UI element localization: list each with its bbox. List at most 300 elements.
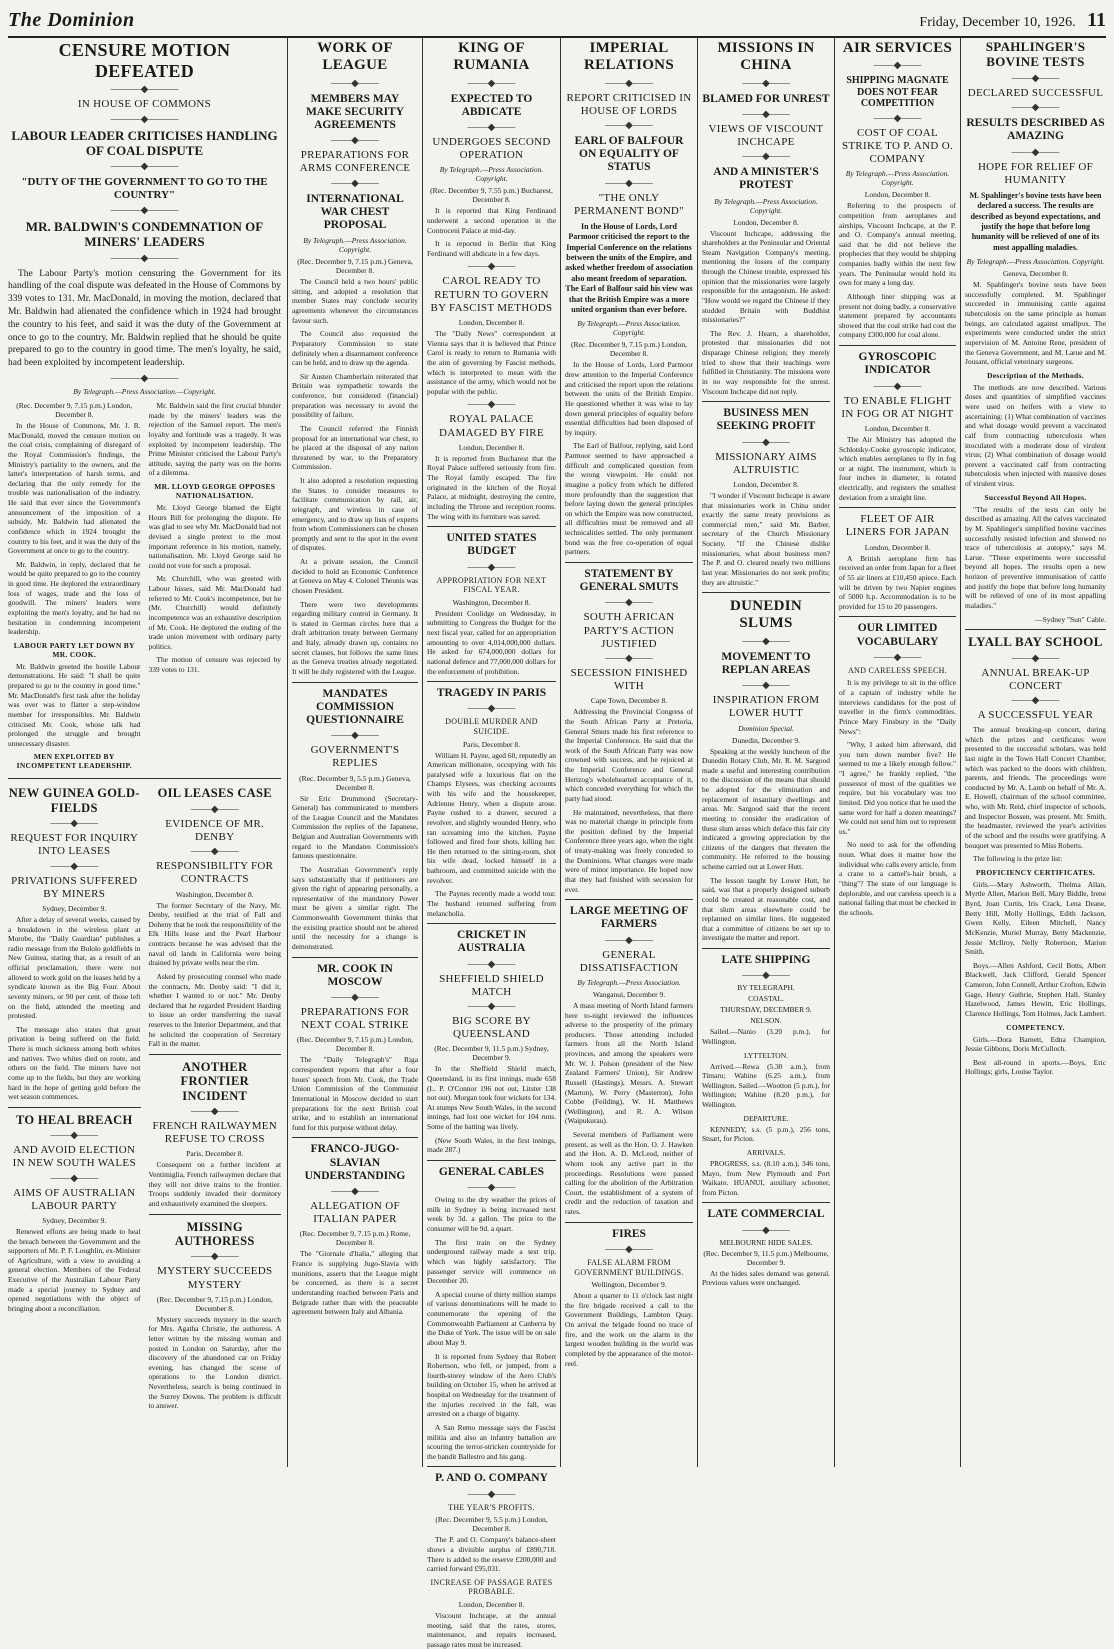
paragraph: The Paynes recently made a world tour. The husband returned suffering from melancholia. <box>427 889 556 918</box>
subhead: ALLEGATION OF ITALIAN PAPER <box>310 1200 400 1226</box>
paragraph: Renewed efforts are being made to heal the breach between the Government and the supporters of Mr. P. F. Loughlin, ex-Minister of Agriculture, with a view to avoiding a general election. Members of the Federal Executive of the Australian Labour Party made a special journey to Sydney and opened negotiations with the object of bringing about a reconciliation. <box>8 1226 141 1313</box>
subhead: EARL OF BALFOUR ON EQUALITY OF STATUS <box>574 134 684 174</box>
dateline: Paris, December 8. <box>462 739 521 749</box>
paragraph: No need to ask for the offending noun. What does it matter how the individual who calls every article, from a crane to a camel's-hair brush, a "thing"? The state of our language is deplorable, and our careless speech is a national failing that must be checked in the schools. <box>839 840 956 917</box>
paragraph: Speaking at the weekly luncheon of the Dunedin Rotary Club, Mr. R. M. Sargood made a useful and interesting contribution to the discussion of the means that should be adopted for the elimination and replacement of insanitary dwellings and areas. Mr. Sargood said that the recent meeting to consider the eradication of these slum areas which deface this fair city indicated a growing appreciation by the citizens of the dangers that threaten the community. He referred to the housing scheme carried out at Lower Hutt. <box>702 746 830 872</box>
subhead: INSPIRATION FROM LOWER HUTT <box>712 694 820 720</box>
subhead-quote: "DUTY OF THE GOVERNMENT TO GO TO THE COUNTRY" <box>21 176 268 202</box>
subhead: INCREASE OF PASSAGE RATES PROBABLE. <box>430 1577 553 1597</box>
headline-cricket: CRICKET IN AUSTRALIA <box>456 929 527 955</box>
paragraph: The Earl of Balfour, replying, said Lord Parmoor seemed to have approached a difficult and complicated question from the wrong viewpoint. He could not imagine a policy from which he differed more profoundly than the suggestion that before laying down the general principles on which the Empire was now constructed, all difficulties must be removed and all technicalities settled. The only permanent bond was the free co-operation of equal partners. <box>565 441 693 557</box>
paragraph: Mystery succeeds mystery in the search for Mrs. Agatha Christie, the authoress. A letter written by the missing woman and posted in London on Saturday, after the discovery of the abandoned car on Friday evening, has changed the scene of operations to the London district. Nevertheless, search is being continued in the Surrey Downs. The problem is difficult to answer. <box>148 1314 281 1411</box>
paragraph: After a delay of several weeks, caused by a breakdown in the wireless plant at Morobe, the "Daily Guardian" publishes a radio message from the Bulolo goldfields in New Guinea, stating that, as a result of an official proclamation, there were not allowed to work gold on the leases held by a syndicate known as the Big Four. About seventy miners, or 90 per cent. of those left on the field, attended the meeting and protested. <box>8 914 141 1021</box>
byline: By Telegraph.—Press Association. Copyright. <box>439 165 544 184</box>
paragraph: The first train on the Sydney underground railway made a test trip, which was highly satisfactory. The passenger service will commence on December 20. <box>427 1237 556 1286</box>
divider: ——◆—— <box>190 1251 239 1263</box>
dateline: Washington, December 8. <box>452 597 531 607</box>
paragraph: Referring to the prospects of competition from aeroplanes and airships, Viscount Inchcape, at the P. and O. Company's annual meeting, said that he did not believe the prophecies that they would be shipping companies badly within the next few years. The Peninsular would hold its own for many a long day. <box>839 201 956 288</box>
paragraph: "Why, I asked him afterward, did you turn down number five? He seemed to me a likely enough fellow." "I agree," he frankly replied, "the possessor of most of the qualities we require, but his vocabulary was too limited. Did you notice that he used the same word for half a dozen meanings? We could not send him out to represent us." <box>839 740 956 836</box>
divider: ——◆—— <box>190 1106 239 1118</box>
divider: ——◆—— <box>467 1000 516 1012</box>
paragraph: The Council also requested the Preparatory Commission to state definitely when a disarmament conference can be held, and to draw up the agenda. <box>292 329 418 368</box>
section-divider <box>427 1466 556 1467</box>
subhead: MOVEMENT TO REPLAN AREAS <box>721 650 811 676</box>
section-divider <box>965 629 1106 630</box>
headline-budget: UNITED STATES BUDGET <box>446 532 537 558</box>
paragraph: Girls.—Mary Ashworth, Thelma Allan, Myrtle Allen, Marion Bell, Mary Biddle, Irene Byrd, Joan Curtis, Iris Crack, Lena Deane, Betty Hill, Molly Hollings, Edith Jackson, Gwen Kelly, Eileen Mitchell, Nancy McKenzie, Muriel Murray, Betty Mackenzie, Jessie McIlroy, Nelly Robertson, Marion Smith. <box>965 879 1106 957</box>
subhead: ANNUAL BREAK-UP CONCERT <box>981 666 1090 692</box>
paragraph: Viscount Inchcape, addressing the shareholders at the Peninsular and Oriental Steam Navigation Company's meeting, mentioning the losses of the company through the Chinese trouble, expressed his opinion that the missionaries were largely responsible for the antagonism. He asked: "How would we regard the Chinese if they studded Britain with Buddhist missionaries?" <box>702 228 830 325</box>
dateline: Sydney, December 9. <box>42 903 107 913</box>
headline-oil: OIL LEASES CASE <box>157 786 272 801</box>
divider: ——◆—— <box>467 703 516 715</box>
subhead: SHIPPING MAGNATE DOES NOT FEAR COMPETITION <box>846 75 949 110</box>
paragraph: M. Spahlinger's bovine tests have been successfully completed. M. Spahlinger succeeded in immunising cattle against tuberculosis on the same principle as human beings, are calculated against smallpox. The experiments were conducted under the strict supervision of M. Antoine Rene, president of the Geneva Government, and M. Larue and M. Jousant, official veterinary surgeons. <box>965 280 1106 367</box>
subhead: AND A MINISTER'S PROTEST <box>713 166 819 192</box>
subhead: MISSIONARY AIMS ALTRUISTIC <box>715 450 817 476</box>
dateline: (Rec. December 9, 5.5 p.m.) London, December 8. <box>435 1515 548 1534</box>
divider: ——◆—— <box>467 958 516 970</box>
headline-carol: CAROL READY TO RETURN TO GOVERN BY FASCIST METHODS <box>430 275 553 314</box>
page-number: 11 <box>1087 9 1106 31</box>
dateline: Geneva, December 8. <box>1003 269 1068 279</box>
headline-league: WORK OF LEAGUE <box>317 40 393 74</box>
paragraph: At a private session, the Council decided to hold an Economic Conference at Geneva on May 4. Colonel Theunis was chosen President. <box>292 557 418 595</box>
dateline: THURSDAY, DECEMBER 9. <box>720 1005 812 1015</box>
divider: ——◆—— <box>605 934 653 946</box>
subhead: COASTAL. <box>748 994 784 1004</box>
subhead: REPORT CRITICISED IN HOUSE OF LORDS <box>566 91 692 117</box>
paragraph: Mr. Churchill, who was greeted with Labour hisses, said Mr. MacDonald had referred to Mr. Cook's incompetence, but he (Mr. Churchill) would definitely incompetence was an exhaustive description of Mr. Cook. He deplored the ending of the trade union movement with ordinary party politics. <box>148 574 281 651</box>
subhead: GENERAL DISSATISFACTION <box>579 948 679 974</box>
lead-paragraph: The Labour Party's motion censuring the Government for its handling of the coal dispute was defeated in the House of Commons by 339 votes to 131. Mr. MacDonald, in moving the motion, declared that Mr. Baldwin had alienated the confidence which in 1924 had brought the country to his feet, and said it was the duty of the Government at once to go to the country. Mr. Baldwin replied that he should be quite prepared to go to the country in good time. The men's loyalty, he said, had been exploited by incompetent leadership. <box>8 268 281 369</box>
masthead-title: The Dominion <box>8 9 135 31</box>
column-rumania <box>427 38 556 1649</box>
headline-dunedin: DUNEDIN SLUMS <box>729 598 803 632</box>
divider: ———◆——— <box>110 113 179 125</box>
paragraph: The Australian Government's reply says substantially that if petitioners are given the right of appearing personally, a representative of the mandatory Power must be given a similar right. The Commonwealth Government thinks that the existing practice should not be altered until the necessity for a change is demonstrated. <box>292 864 418 951</box>
byline: BY TELEGRAPH. <box>737 983 795 993</box>
byline: By Telegraph.—Press Association. <box>577 977 681 987</box>
column-rule <box>422 38 423 1467</box>
divider: ——◆—— <box>742 1224 790 1236</box>
headline-fleet: FLEET OF AIR LINERS FOR JAPAN <box>845 513 950 539</box>
divider: ——◆—— <box>467 121 516 133</box>
divider: ——◆—— <box>1011 72 1060 84</box>
subhead: ARRIVALS. <box>746 1147 786 1157</box>
section-divider <box>427 923 556 924</box>
text-column <box>8 399 141 773</box>
subhead: PREPARATIONS FOR ARMS CONFERENCE <box>299 149 411 175</box>
subhead: FRENCH RAILWAYMEN REFUSE TO CROSS <box>152 1120 278 1146</box>
subhead: A SUCCESSFUL YEAR <box>977 708 1094 721</box>
divider: ——◆—— <box>190 803 239 815</box>
paragraph: In the House of Lords, Lord Parmoor drew attention to the Imperial Conference and criticised the report upon the relations between the units of the British Empire. He questioned whether it was wise to lay down general principles of equality before essential difficulties had been disposed of by inquiry. <box>565 360 693 437</box>
subhead: UNDERGOES SECOND OPERATION <box>432 135 551 162</box>
divider: ——◆—— <box>467 77 516 89</box>
subhead: Description of the Methods. <box>987 370 1084 380</box>
divider: ——◆—— <box>873 112 922 124</box>
subhead: VIEWS OF VISCOUNT INCHCAPE <box>708 122 824 148</box>
paragraph: The following is the prize list: <box>973 854 1063 864</box>
subhead: HOPE FOR RELIEF OF HUMANITY <box>977 160 1094 186</box>
subhead: COMPETENCY. <box>1006 1022 1065 1032</box>
summary: M. Spahlinger's bovine tests have been declared a success. The results are described as beyond expectations, and justify the hope that before long humanity will be relieved of one of its most appalling maladies. <box>969 190 1102 252</box>
paragraph: A special course of thirty million stamps of various denominations will be made to commemorate the opening of the Commonwealth Parliament at Canberra by the Duke of York. The issue will be on sale about May 9. <box>427 1289 556 1347</box>
headline-cook: MR. COOK IN MOSCOW <box>317 962 393 988</box>
paragraph: A British aeroplane firm has received an order from Japan for a fleet of 55 air liners at £10,450 apiece. Each will be driven by two Napier engines of 5000 h.p. Accommodation is to be provided for 15 to 20 passengers. <box>839 553 956 611</box>
dateline: London, December 8. <box>864 190 931 200</box>
divider: ——◆—— <box>742 635 790 647</box>
summary: In the House of Lords, Lord Parmoor criticised the report to the Imperial Conference on the relations between the units of the Empire, and asked whether freedom of association also meant freedom of separation. The Earl of Balfour said his view was that the British Empire was a more united organism than ever before. <box>565 221 693 315</box>
dateline: London, December 8. <box>733 479 799 489</box>
divider: ———◆——— <box>110 252 179 264</box>
dateline: (Rec. December 9, 7.15 p.m.) Rome, December 8. <box>299 1229 411 1248</box>
divider: ——◆—— <box>873 651 922 663</box>
dateline: (Rec. December 9, 11.5 p.m.) Sydney, December 9. <box>434 1044 549 1063</box>
subhead: TO ENABLE FLIGHT IN FOG OR AT NIGHT <box>841 394 954 420</box>
divider: ——◆—— <box>331 992 379 1004</box>
dateline: (Rec. December 9, 7.15 p.m.) Geneva, December 8. <box>297 257 413 276</box>
paragraph: Girls.—Dora Barnett, Edna Champion, Jessie Gibbons, Doris McCulloch. <box>965 1034 1106 1054</box>
paragraph: William H. Payne, aged 60, reputedly an American millionaire, occupying with his paralysed wife a luxurious flat on the Champs Elysees, was checking accounts with his wife and the housekeeper, Adrienne Henry, when a dispute arose. Payne rushed to a drawer, secured a revolver, and slightly wounded Henry, who ran screaming into the kitchen. Payne followed and fired four shots, killing her. He then returned to the sitting-room, shot his wife dead, locked himself in a bathroom, and committed suicide with the revolver. <box>427 750 556 885</box>
section-divider <box>149 1054 282 1055</box>
paragraph: It is my privilege to sit in the office of a captain of industry while he interviews candidates for the post of traveller in the firm's commodities. Prince Mary Finsbury in the "Daily News": <box>839 678 956 736</box>
divider: ——◆—— <box>467 561 516 573</box>
section-divider <box>292 682 418 683</box>
headline-palace: ROYAL PALACE DAMAGED BY FIRE <box>439 413 544 439</box>
paragraph: Asked by prosecuting counsel who made the contracts, Mr. Denby said: "I did it, whether I wanted to or not." Mr. Denby declared that he regarded President Harding to issue an order transferring the naval reserves to the Interior Department, and that he solicited the cooperation of Secretary Fall in the matter. <box>148 971 281 1049</box>
divider: ——◆—— <box>467 261 516 273</box>
place: LYTTELTON. <box>743 1050 789 1060</box>
subhead: MR. BALDWIN'S CONDEMNATION OF MINERS' LEADERS <box>25 218 264 249</box>
subhead: EVIDENCE OF MR. DENBY <box>165 817 265 844</box>
divider: ———◆——— <box>110 373 179 385</box>
headline-heal: TO HEAL BREACH <box>16 1112 133 1127</box>
paragraph: The motion of censure was rejected by 339 votes to 131. <box>148 655 281 675</box>
paragraph: The methods are now described. Various doses and quantities of simplified vaccines were used on heifers with a view to ascertaining: (1) What combination of vaccines and what dosage would prevent a vaccinated calf from contracting tuberculosis when inoculated with a moderate dose of virulent virus; (2) What combination of dosage would prevent a vaccinated calf from contracting tuberculosis when injected with massive doses of virulent virus. <box>965 382 1106 489</box>
subhead: PROFICIENCY CERTIFICATES. <box>975 867 1096 877</box>
section-divider <box>839 345 956 346</box>
headline-rumania: KING OF RUMANIA <box>453 40 530 74</box>
divider: ——◆—— <box>331 135 379 147</box>
subhead: INTERNATIONAL WAR CHEST PROPOSAL <box>306 192 404 231</box>
divider: ——◆—— <box>467 399 516 411</box>
masthead-dateline <box>919 9 1106 36</box>
headline-shipping: LATE SHIPPING <box>721 954 811 967</box>
section-divider <box>565 562 693 563</box>
divider: ——◆—— <box>1011 694 1060 706</box>
subhead: MR. LLOYD GEORGE OPPOSES NATIONALISATION. <box>154 482 276 501</box>
divider: ——◆—— <box>467 1182 516 1194</box>
divider: ——◆—— <box>605 1243 653 1255</box>
subhead: BIG SCORE BY QUEENSLAND <box>452 1014 531 1041</box>
section-divider <box>839 507 956 508</box>
section-divider <box>702 401 830 402</box>
dateline: Paris, December 8. <box>186 1149 244 1159</box>
paragraph: The "Daily Telegraph's" Riga correspondent reports that after a four hours' speech from Mr. Cook, the Trade Union Commission of the Communist International in Moscow decided to start preparations for the next British coal strike, and to establish an international fund for this purpose without delay. <box>292 1055 418 1132</box>
subhead: SECESSION FINISHED WITH <box>570 666 688 693</box>
divider: ——◆—— <box>50 1130 99 1142</box>
dateline: London, December 8. <box>458 1599 525 1609</box>
paragraph: It is reported from Sydney that Robert Robertson, who fell, or jumped, from a fourth-storey window of the Aero Club's building on October 15, when he arrived at hospital on Wednesday for the treatment of the injuries received in the fall, was arrested on a charge of bigamy. <box>427 1351 556 1419</box>
divider: ——◆—— <box>467 1488 516 1500</box>
byline: By Telegraph.—Press Association. Copyright. <box>303 236 407 255</box>
paragraph: The Council referred the Finnish proposal for an international war chest, to be placed at the disposal of any nation threatened by war, to the Preparatory Commission. <box>292 423 418 472</box>
dateline: (Rec. December 9, 7.55 p.m.) Bucharest, December 8. <box>430 186 553 205</box>
divider: ——◆—— <box>605 652 653 664</box>
divider: ——◆—— <box>742 108 790 120</box>
paragraph: "The results of the tests can only be described as amazing. All the calves vaccinated by M. Spahlinger's simplified bovine vaccines successfully resisted infection and showed no trace of tuberculosis at autopsy," says M. Larue. "These experiments were successful beyond all hopes. The results open a new horizon of preventive immunisation of cattle and justify the hope that before long humanity will be relieved of one of its most appalling maladies." <box>965 504 1106 610</box>
column-missions <box>702 38 830 1467</box>
divider: ——◆—— <box>50 1172 99 1184</box>
divider: ———◆——— <box>110 204 179 216</box>
column-imperial <box>565 38 693 1467</box>
paragraph: The Air Ministry has adopted the Schlotsky-Cooke gyroscopic indicator, which enables aeroplanes to fly in fog or at night. The instrument, which is four inches in diameter, is rotated electrically, and registers the smallest deviation from a straight line. <box>839 434 956 502</box>
section-divider <box>702 1202 830 1203</box>
paragraph: Owing to the dry weather the prices of milk in Sydney is being increased next week by 3d. a gallon. The price to the consumer will be 9d. a quart. <box>427 1195 556 1234</box>
dateline: Washington, December 8. <box>175 889 254 899</box>
headline-vocab: OUR LIMITED VOCABULARY <box>856 622 939 648</box>
headline-missing: MISSING AUTHORESS <box>174 1219 255 1248</box>
headline-business: BUSINESS MEN SEEKING PROFIT <box>716 407 816 433</box>
divider: ——◆—— <box>50 860 99 872</box>
divider: ———◆——— <box>110 161 179 173</box>
text-column <box>8 784 141 1415</box>
paragraph: The lesson taught by Lower Hutt, he said, was that a properly designed suburb could be created at reasonable cost, and that slum areas elsewhere could be replanned on similar lines. He suggested that a committee of citizens be set up to investigate the matter and report. <box>702 875 830 943</box>
paragraph: Arrived.—Rewa (5.30 a.m.), from Timaru; Wahine (6.25 a.m.), from Wellington. Sailed.—Wootton (5 p.m.), for Wellington; Wahine (8.20 p.m.), for Wellington. <box>702 1061 830 1109</box>
text-column <box>149 399 282 773</box>
subhead: MEN EXPLOITED BY INCOMPETENT LEADERSHIP. <box>16 752 132 771</box>
paragraph: About a quarter to 11 o'clock last night the fire brigade received a call to the Government Buildings, Lambton Quay. On arrival the brigade found no trace of fire, and the work on the alarm in the largest wooden building in the world was completed by the appearance of the motor-reel. <box>565 1291 693 1368</box>
paragraph: President Coolidge on Wednesday, in submitting to Congress the Budget for the next fiscal year, called for an appropriation amounting to over 4,014,000,000 dollars. He asked for 674,000,000 dollars for national defence and 77,000,000 dollars for the enforcement of prohibition. <box>427 608 556 676</box>
paragraph: The former Secretary of the Navy, Mr. Denby, testified at the trial of Fall and Doheny that he took the responsibility of the Elk Hills lease and the Pearl Harbour contracts because he was advised that the naval oil lands in California were being drained by private wells near the rim. <box>148 900 281 968</box>
divider: ——◆—— <box>331 1186 379 1198</box>
divider: ——◆—— <box>742 151 790 163</box>
section-divider <box>702 948 830 949</box>
section-divider <box>427 681 556 682</box>
paragraph: Several members of Parliament were present, as well as the Hon. O. J. Hawken and the Hon. A. D. McLeod, neither of whom took any active part in the proceedings. Resolutions were passed calling for the abolition of the Arbitration Court, the establishment of a system of credit and the reduction of taxation and rates. <box>565 1130 693 1217</box>
subhead: IN HOUSE OF COMMONS <box>77 98 212 111</box>
divider: ——◆—— <box>1011 146 1060 158</box>
paragraph: In the House of Commons, Mr. J. R. MacDonald, moved the censure motion on the coal crisis, complaining of disregard of the Royal Commission's findings, the Ministry's partiality to the owners, and the latter's interpretation of harsh terms, and declaring that the only remedy for the trouble was nationalisation of the industry. He said that ever since the Government's announcement of the imposition of a subsidy, Mr. Baldwin had alienated the confidence which in 1924 brought the country to his feet, and it was the duty of the Government at once to go to the country. <box>8 421 141 556</box>
place: NELSON. <box>750 1016 782 1026</box>
subhead: DEPARTURE. <box>743 1113 789 1123</box>
paragraph: He maintained, nevertheless, that there was no material change in principle from the position defined by the Imperial Conference three years ago, when the right of treaty-making was freely conceded to the Dominions. What changes were made were of minor importance. He hoped now that they had finished with secession for ever. <box>565 807 693 894</box>
paragraph: Mr. Lloyd George blamed the Eight Hours Bill for prolonging the dispute. He was glad to see why Mr. MacDonald had not devised a single pretext to the most important reference in his motion, namely, nationalisation. Mr. Lloyd George said he could not vote for such a proposal. <box>148 503 281 570</box>
headline-commercial: LATE COMMERCIAL <box>707 1208 825 1221</box>
section-divider <box>292 1137 418 1138</box>
paragraph: Although liner shipping was at present not doing badly, a conservative statement prepared by accountants showed that the coal strike had cost the company £300,000 for coal alone. <box>839 291 956 340</box>
subhead: AND CARELESS SPEECH. <box>847 665 948 675</box>
subhead: AND AVOID ELECTION IN NEW SOUTH WALES <box>12 1144 136 1170</box>
text-column <box>149 784 282 1415</box>
paragraph: Mr. Baldwin greeted the hostile Labour demonstrations. He said: "I shall be quite prepared to go to the country in good time." Mr. MacDonald's first task after the holiday was over was to flatter a step-window member for irresponsibles. Mr. Baldwin criticised Mr. Cook, whose talk had prolonged the struggle and brought unnecessary disaster. <box>8 661 141 748</box>
section-divider <box>8 1107 141 1108</box>
paragraph: Best all-round in sports.—Boys, Eric Hollings; girls, Louise Taylor. <box>965 1057 1106 1077</box>
subhead: APPROPRIATION FOR NEXT FISCAL YEAR. <box>436 575 547 595</box>
dateline: Cape Town, December 8. <box>590 696 668 706</box>
subhead: THE YEAR'S PROFITS. <box>448 1502 535 1512</box>
divider: ——◆—— <box>1011 652 1060 664</box>
paragraph: The Rev. J. Hearn, a shareholder, protested that missionaries did not disparage Chinese religion; they merely tried to show that their teachings were fulfilled in Christianity. The missions were in no way responsible for the unrest. Viscount Inchcape did not reply. <box>702 328 830 396</box>
dateline: London, December 8. <box>864 542 931 552</box>
divider: ——◆—— <box>742 436 790 448</box>
byline: By Telegraph.—Press Association. Copyright. <box>966 257 1105 267</box>
divider: ———◆——— <box>110 84 179 96</box>
divider: ——◆—— <box>605 77 653 89</box>
subhead: "THE ONLY PERMANENT BOND" <box>574 191 684 217</box>
section-divider <box>702 592 830 593</box>
dateline: (Rec. December 9, 7.15 p.m.) London, December 8. <box>570 340 687 359</box>
paragraph: Mr. Baldwin, in reply, declared that he would be quite prepared to go to the country in good time. He deplored the extraordinary loss of wages, trade and the loss of goodwill. The miners' leaders were exploiting the men's loyalty, and he had no hesitation in condemning incompetent leadership. <box>8 559 141 637</box>
headline-lyall: LYALL BAY SCHOOL <box>968 633 1103 649</box>
headline-cables: GENERAL CABLES <box>438 1165 545 1178</box>
column-rule <box>287 38 288 1467</box>
headline-franco: FRANCO-JUGO-SLAVIAN UNDERSTANDING <box>304 1143 406 1182</box>
section-divider <box>427 526 556 527</box>
column-rule <box>834 38 835 1467</box>
paragraph: In the Sheffield Shield match, Queensland, in its first innings, made 658 (L. P. O'Connor 196 not out, Litster 138 not out). Morgan took four wickets for 134. At stumps New South Wales, in the second innings, had lost one wicket for 104 runs. Some of the batting was lively. <box>427 1064 556 1132</box>
headline-frontier: ANOTHER FRONTIER INCIDENT <box>180 1059 249 1103</box>
dateline: London, December 8. <box>864 423 931 433</box>
subhead: RESPONSIBILITY FOR CONTRACTS <box>156 860 274 886</box>
subhead: PREPARATIONS FOR NEXT COAL STRIKE <box>300 1006 410 1032</box>
headline-air: AIR SERVICES <box>842 40 953 56</box>
paragraph: Addressing the Provincial Congress of the South African Party at Pretoria, General Smuts made his first reference to the Imperial Conference. He said that the work of the South African Party was now crowned with success, and he rejoiced at the Imperial Conference and General Hertzog's wholehearted acceptance of it, which conceded everything for which the party had stood. <box>565 707 693 803</box>
divider: ——◆—— <box>331 177 379 189</box>
paragraph: The "Daily News" correspondent at Vienna says that it is believed that Prince Carol is ready to return to Rumania with the aim of governing by Fascist methods, which is interpreted to mean with the assistance of the army, which would not be popular with the public. <box>427 329 556 396</box>
paragraph: Sir Eric Drummond (Secretary-General) has communicated to members of the League Council and the Mandates Commission the replies of the Japanese, Belgian and Australian Governments with regard to the Mandates Commission's famous questionnaire. <box>292 793 418 861</box>
section-divider <box>427 1160 556 1161</box>
paragraph: At the hides sales demand was general. Previous values were unchanged. <box>702 1268 830 1288</box>
dateline: (Rec. December 9, 7.15 p.m.) London, December 8. <box>156 1294 273 1313</box>
subhead: DOUBLE MURDER AND SUICIDE. <box>445 717 538 736</box>
dateline: London, December 8. <box>458 442 525 452</box>
subhead: EXPECTED TO ABDICATE <box>450 92 533 118</box>
section-divider <box>292 957 418 958</box>
dateline: Dunedin, December 9. <box>732 735 800 745</box>
divider: ——◆—— <box>742 680 790 692</box>
paragraph: The P. and O. Company's balance-sheet shows a divisible surplus of £890,718. There is added to the reserve £200,000 and carried forward £95,031. <box>427 1535 556 1574</box>
dateline: (Rec. December 9, 5.5 p.m.) Geneva, December 8. <box>299 773 411 792</box>
headline-smuts: STATEMENT BY GENERAL SMUTS <box>579 567 679 594</box>
headline-spahlinger: SPAHLINGER'S BOVINE TESTS <box>985 39 1086 69</box>
column-censure <box>8 38 281 1467</box>
dateline: Sydney, December 9. <box>42 1215 107 1225</box>
column-rule <box>560 38 561 1467</box>
divider: ——◆—— <box>605 177 653 189</box>
dateline: (Rec. December 9, 7.15 p.m.) London, December 8. <box>296 1035 413 1054</box>
divider: ——◆—— <box>873 380 922 392</box>
dateline: (Rec. December 9, 11.5 p.m.) Melbourne, December 9. <box>703 1248 829 1267</box>
divider: ——◆—— <box>1011 102 1060 114</box>
headline-peo: P. AND O. COMPANY <box>435 1472 548 1485</box>
subhead: LABOUR LEADER CRITICISES HANDLING OF COAL DISPUTE <box>11 127 278 158</box>
paragraph: It is reported in Berlin that King Ferdinand will abdicate in a few days. <box>427 239 556 258</box>
byline: By Telegraph.—Press Association. Copyright. <box>577 319 681 338</box>
paragraph: Mr. Baldwin said the first crucial blunder made by the miners' leaders was the rejection of the Samuel report. The men's loyalty and fortitude was a tragedy. It was exploited by incompetent leadership. The Prime Minister criticised the Labour Party's attitude, saying the party was on the horns of a dilemma. <box>148 401 281 478</box>
paragraph: There were two developments regarding military control in Germany. It is stated in German circles here that a draft arbitration treaty between Germany and Italy, already drawn up, contains no secret clauses, but follows the same lines as the Geneva treaties already negotiated. It will be duly registered with the League. <box>292 599 418 676</box>
paragraph: Viscount Inchcape, at the annual meeting, said that the rates, stores, maintenance, and repairs increased, passage rates must be increased. <box>427 1610 556 1649</box>
paragraph: A mass meeting of North Island farmers here to-night reviewed the influences adverse to the prosperity of the primary producers. Those attending included farmers from all the North Island provinces, and among the speakers were Mr. W. J. Polson (president of the New Zealand Farmers' Union), Sir Andrew Russell (Hastings), Messrs. A. Stewart (Marton), W. Perry (Masterton), John Cobbe (Feilding), W. H. Matthews (Wellington), and R. A. Wilson (Waipukurau). <box>565 1000 693 1126</box>
section-divider <box>565 899 693 900</box>
divider: ——◆—— <box>605 119 653 131</box>
paragraph: The "Giornale d'Italia," alleging that France is supplying Jugo-Slavia with munitions, asserts that the League might be concerned, as there is a secret understanding reached between Paris and Belgrade rather than with the peaceable agreement between Italy and Albania. <box>292 1249 418 1317</box>
column-air <box>839 38 956 1467</box>
paragraph: It is reported from Bucharest that the Royal Palace suffered seriously from fire. The Royal family escaped. The fire originated in the kitchen of the Royal Palace, at midnight, destroying the centre, including the Throne and reception rooms. The wing with its furniture was saved. <box>427 453 556 521</box>
dateline: London, December 8. <box>458 318 525 327</box>
subhead: SHEFFIELD SHIELD MATCH <box>439 972 544 998</box>
dateline: (Rec. December 9, 7.15 p.m.) London, December 8. <box>16 401 133 420</box>
divider: ——◆—— <box>605 597 653 609</box>
paragraph: Sir Austen Chamberlain reiterated that Britain was sympathetic towards the conference, but considered (financial) preparation was necessary to avoid the possibility of failure. <box>292 371 418 420</box>
headline-tragedy: TRAGEDY IN PARIS <box>436 687 547 700</box>
divider: ——◆—— <box>331 77 379 89</box>
paragraph: It also adopted a resolution requesting the States to consider measures to facilitate communication by rail, air, telegraph, and wireless in case of emergency, and to draw up lists of experts from whom Commissioners can be chosen promptly and sent to the spot in the event of disputes. <box>292 476 418 553</box>
headline-fires: FIRES <box>612 1227 646 1240</box>
dateline: London, December 8. <box>733 217 799 227</box>
divider: ——◆—— <box>742 970 790 982</box>
subhead: FALSE ALARM FROM GOVERNMENT BUILDINGS. <box>574 1257 684 1277</box>
divider: ——◆—— <box>50 818 99 830</box>
subhead: MELBOURNE HIDE SALES. <box>719 1237 813 1247</box>
headline-censure: CENSURE MOTION DEFEATED <box>58 40 231 81</box>
paragraph: The annual breaking-up concert, during which the prizes and certificates were presented to the successful scholars, was held last night in the Town Hall Concert Chamber, which was packed to the doors with children, parents, and friends. The proceedings were conducted by Mr. A. Lamb on behalf of Mr. A. E. Howell, chairman of the school committee, who, with Mr. Reid, chief inspector of schools, and Inspector Bossen, was present. Mr. Smith, the headmaster, reviewed the year's activities of the school and the results were gratifying. A bouquet was presented to Miss Roberts. <box>965 725 1106 850</box>
subhead: PRIVATIONS SUFFERED BY MINERS <box>11 874 138 900</box>
headline-mandates: MANDATES COMMISSION QUESTIONNAIRE <box>306 687 404 726</box>
headline-gyro: GYROSCOPIC INDICATOR <box>858 351 937 377</box>
paragraph: Consequent on a further incident at Ventimiglia, French railwaymen declare that they will not drive trains to the frontier. Troops suddenly invaded their dormitory and exhaustively examined the sleepers. <box>148 1160 281 1208</box>
section-divider <box>565 1222 693 1223</box>
paragraph: Boys.—Allen Ashford, Cecil Botts, Albert Blackwell, Jack Clifford, Gerald Spencer Cameron, John Connell, Arthur Crofton, Edwin Gage, Henry Guthrie, Stephen Hall, Stanley Hazelwood, James Hewitt, Eric Hollings, Clarence Hollings, Tom Holmes, Jack Lambert. <box>965 960 1106 1018</box>
paragraph: It is reported that King Ferdinand underwent a second operation in the Controceni Palace at mid-day. <box>427 206 556 235</box>
paragraph: (New South Wales, in the first innings, made 287.) <box>427 1135 556 1155</box>
column-spahlinger <box>965 38 1106 1467</box>
subhead: COST OF COAL STRIKE TO P. AND O. COMPANY <box>841 126 954 166</box>
column-league <box>292 38 418 1467</box>
subhead: GOVERNMENT'S REPLIES <box>310 744 400 770</box>
section-divider <box>839 616 956 617</box>
masthead-date: Friday, December 10, 1926. <box>919 15 1076 30</box>
subhead: SOUTH AFRICAN PARTY'S ACTION JUSTIFIED <box>583 611 675 650</box>
credit: —Sydney "Sun" Cable. <box>1035 614 1106 624</box>
divider: ——◆—— <box>742 77 790 89</box>
headline-farmers: LARGE MEETING OF FARMERS <box>569 905 689 931</box>
divider: ——◆—— <box>190 846 239 858</box>
divider: ——◆—— <box>873 60 922 72</box>
byline: By Telegraph.—Press Association. Copyright. <box>714 196 818 215</box>
subhead: Successful Beyond All Hopes. <box>984 492 1087 502</box>
paragraph: The Council held a two hours' public sitting, and adopted a resolution that member States may conclude security agreements whenever the circumstances favour such. <box>292 277 418 325</box>
paragraph: Sailed.—Nanio (3.20 p.m.), for Wellington. <box>702 1027 830 1046</box>
subhead: LABOUR PARTY LET DOWN BY MR. COOK. <box>13 640 135 659</box>
headline-guinea: NEW GUINEA GOLD-FIELDS <box>8 786 140 815</box>
paragraph: A San Remo message says the Fascist militia and also an infantry battalion are scouring the terror-stricken countryside for the bandit Ballestro and his gang. <box>427 1422 556 1461</box>
two-column-text <box>8 784 281 1415</box>
byline: By Telegraph.—Press Association.—Copyright. <box>73 387 216 397</box>
byline: Dominion Special. <box>738 723 794 733</box>
dateline: Wellington, December 9. <box>591 1280 667 1290</box>
section-divider <box>149 1214 282 1215</box>
subhead: AIMS OF AUSTRALIAN LABOUR PARTY <box>13 1186 136 1212</box>
subhead: MEMBERS MAY MAKE SECURITY AGREEMENTS <box>305 92 405 131</box>
paragraph: "I wonder if Viscount Inchcape is aware that missionaries work in China under exactly the same treaty provisions as commercial men," said Mr. Barber, secretary of the Church Missionary Society. "If the Chinese dislike missionaries, what about business men? The P. and O. cleared nearly two millions last year. Missionaries do not seek profits; they are altruistic." <box>702 490 830 587</box>
two-column-text <box>8 399 281 773</box>
paragraph: The message also states that great privation is being suffered on the field. There is much sickness among both whites and natives. Two whites died on route, and others on the field. The miners have not come up to the fields, but they are working hard in the hope of getting gold before the wet season commences. <box>8 1024 141 1102</box>
subhead: MYSTERY SUCCEEDS MYSTERY <box>157 1265 273 1291</box>
paragraph: PROGRESS, s.s. (8.10 a.m.), 346 tons, Mayo, from New Plymouth and Port Waikato. HUANUI, auxiliary schooner, from Picton. <box>702 1158 830 1197</box>
